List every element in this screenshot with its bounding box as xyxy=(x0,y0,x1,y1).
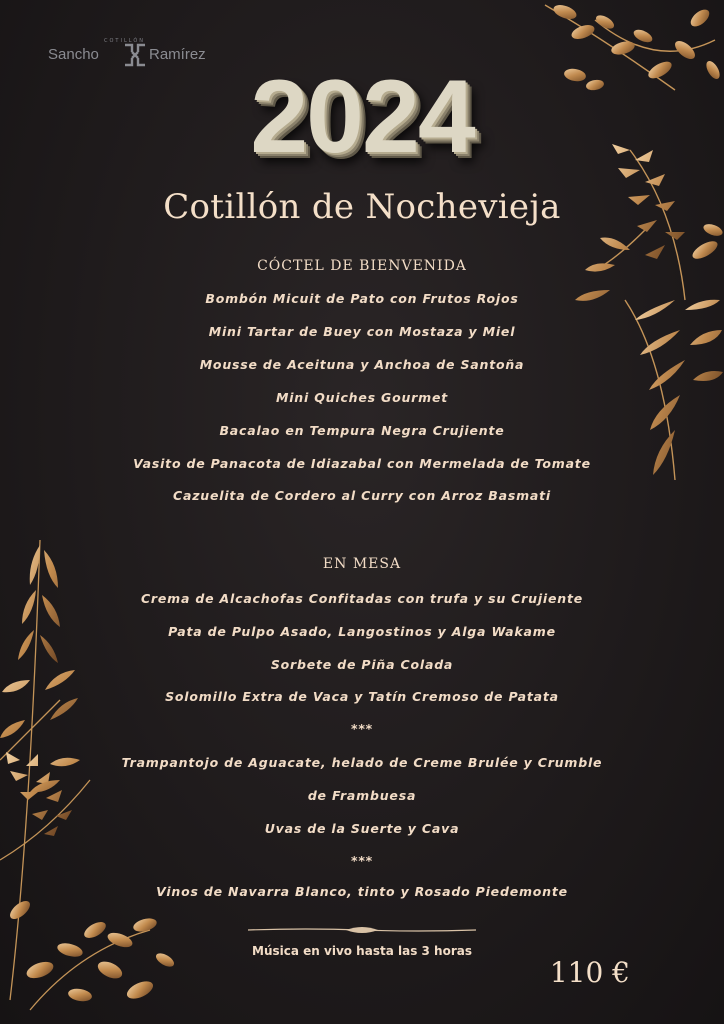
menu-item: Solomillo Extra de Vaca y Tatín Cremoso de Patata xyxy=(165,689,559,704)
menu-item: Mini Quiches Gourmet xyxy=(275,390,449,405)
menu-item: Trampantojo de Aguacate, helado de Creme Brulée y Crumble xyxy=(121,755,603,770)
menu-item: Bacalao en Tempura Negra Crujiente xyxy=(219,423,505,438)
menu-item: Pata de Pulpo Asado, Langostinos y Alga Wakame xyxy=(168,624,556,639)
logo-word-left: Sancho xyxy=(48,46,99,63)
section-heading-en-mesa: EN MESA xyxy=(322,556,402,572)
logo-tagline: COTILLÓN xyxy=(104,38,146,44)
menu-item: Bombón Micuit de Pato con Frutos Rojos xyxy=(205,291,519,306)
menu-item: Sorbete de Piña Colada xyxy=(270,657,454,672)
event-title: Cotillón de Nochevieja xyxy=(163,187,561,227)
live-music-note: Música en vivo hasta las 3 horas xyxy=(252,944,472,958)
menu-item: Crema de Alcachofas Confitadas con trufa y su Crujiente xyxy=(140,591,584,606)
menu-item: de Frambuesa xyxy=(307,788,417,803)
menu-item: Vinos de Navarra Blanco, tinto y Rosado Piedemonte xyxy=(156,884,568,899)
menu-item: Vasito de Panacota de Idiazabal con Mermelada de Tomate xyxy=(133,456,591,471)
logo-word-right: Ramírez xyxy=(149,46,206,63)
price: 110 € xyxy=(549,956,630,989)
separator-stars: *** xyxy=(350,721,373,736)
menu-item: Mousse de Aceituna y Anchoa de Santoña xyxy=(199,357,525,372)
separator-stars: *** xyxy=(350,853,373,868)
menu-item: Mini Tartar de Buey con Mostaza y Miel xyxy=(208,324,516,339)
menu-item: Cazuelita de Cordero al Curry con Arroz Basmati xyxy=(173,488,551,503)
section-heading-coctel: CÓCTEL DE BIENVENIDA xyxy=(257,258,467,274)
menu-item: Uvas de la Suerte y Cava xyxy=(264,821,460,836)
flourish-divider-icon xyxy=(246,925,478,935)
year-heading: 2024 xyxy=(250,59,474,175)
